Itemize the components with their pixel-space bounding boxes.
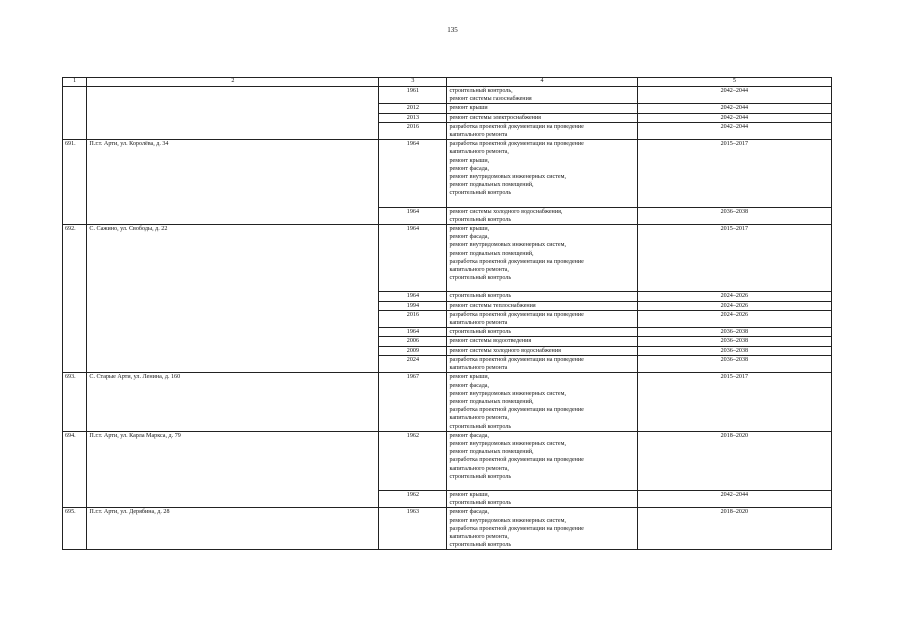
period-cell: 2042–2044 — [637, 490, 831, 507]
column-number: 1 — [63, 78, 87, 87]
works-cell: строительный контроль, ремонт системы газоснабжения — [447, 87, 637, 104]
period-cell: 2018–2020 — [637, 508, 831, 550]
works-cell: разработка проектной документации на проведение капитального ремонта, ремонт крыши, ремонт фасада, ремонт внутридомовых инженерных систем, ремонт подвальных помещений, строительный контроль — [447, 140, 637, 207]
row-number-cell — [63, 301, 87, 310]
address-cell: С. Сажино, ул. Свободы, д. 22 — [87, 225, 379, 292]
works-cell: ремонт системы электроснабжения — [447, 113, 637, 122]
period-cell: 2018–2020 — [637, 431, 831, 490]
year-cell: 2013 — [379, 113, 447, 122]
address-cell — [87, 310, 379, 327]
period-cell: 2036–2038 — [637, 346, 831, 355]
address-cell — [87, 292, 379, 301]
row-number-cell: 691. — [63, 140, 87, 207]
row-number-cell — [63, 87, 87, 104]
table-row — [63, 355, 832, 372]
year-cell: 1963 — [379, 508, 447, 550]
table-row — [63, 225, 832, 292]
table-row — [63, 122, 832, 139]
period-cell: 2036–2038 — [637, 207, 831, 224]
address-cell — [87, 104, 379, 113]
works-cell: ремонт системы водоотведения — [447, 337, 637, 346]
works-cell: ремонт крыши — [447, 104, 637, 113]
works-cell: разработка проектной документации на проведение капитального ремонта — [447, 122, 637, 139]
address-cell: П.г.т. Арти, ул. Дерябина, д. 28 — [87, 508, 379, 550]
row-number-cell — [63, 104, 87, 113]
capital-repair-table — [62, 77, 832, 550]
year-cell: 2024 — [379, 355, 447, 372]
period-cell: 2036–2038 — [637, 328, 831, 337]
row-number-cell — [63, 207, 87, 224]
period-cell: 2024–2026 — [637, 301, 831, 310]
year-cell: 1961 — [379, 87, 447, 104]
table-row — [63, 113, 832, 122]
period-cell: 2042–2044 — [637, 122, 831, 139]
year-cell: 1962 — [379, 490, 447, 507]
table-row — [63, 431, 832, 490]
year-cell: 2012 — [379, 104, 447, 113]
column-number: 3 — [379, 78, 447, 87]
year-cell: 2006 — [379, 337, 447, 346]
row-number-cell — [63, 490, 87, 507]
address-cell — [87, 87, 379, 104]
period-cell: 2015–2017 — [637, 140, 831, 207]
works-cell: строительный контроль — [447, 328, 637, 337]
address-cell — [87, 337, 379, 346]
table-row — [63, 301, 832, 310]
table-row — [63, 310, 832, 327]
works-cell: ремонт крыши, ремонт фасада, ремонт внутридомовых инженерных систем, ремонт подвальных помещений, разработка проектной документации на проведение капитального ремонта, строительный контроль — [447, 225, 637, 292]
year-cell: 1964 — [379, 207, 447, 224]
period-cell: 2036–2038 — [637, 337, 831, 346]
row-number-cell — [63, 346, 87, 355]
row-number-cell — [63, 328, 87, 337]
table-row — [63, 373, 832, 431]
table-row — [63, 140, 832, 207]
table-row — [63, 490, 832, 507]
column-number: 4 — [447, 78, 637, 87]
table-row — [63, 328, 832, 337]
works-cell: разработка проектной документации на проведение капитального ремонта — [447, 355, 637, 372]
address-cell — [87, 328, 379, 337]
period-cell: 2015–2017 — [637, 225, 831, 292]
row-number-cell: 694. — [63, 431, 87, 490]
works-cell: ремонт фасада, ремонт внутридомовых инженерных систем, ремонт подвальных помещений, разработка проектной документации на проведение капитального ремонта, строительный контроль — [447, 431, 637, 490]
column-number: 2 — [87, 78, 379, 87]
year-cell: 1967 — [379, 373, 447, 431]
table-row — [63, 104, 832, 113]
table-row — [63, 508, 832, 550]
row-number-cell — [63, 310, 87, 327]
address-cell — [87, 490, 379, 507]
year-cell: 1962 — [379, 431, 447, 490]
address-cell: С. Старые Арти, ул. Ленина, д. 160 — [87, 373, 379, 431]
year-cell: 1994 — [379, 301, 447, 310]
works-cell: разработка проектной документации на проведение капитального ремонта — [447, 310, 637, 327]
row-number-cell: 693. — [63, 373, 87, 431]
row-number-cell — [63, 337, 87, 346]
works-cell: ремонт системы теплоснабжения — [447, 301, 637, 310]
column-number-row — [63, 78, 832, 87]
address-cell — [87, 346, 379, 355]
year-cell: 1964 — [379, 292, 447, 301]
year-cell: 1964 — [379, 225, 447, 292]
table-row — [63, 87, 832, 104]
works-cell: строительный контроль — [447, 292, 637, 301]
works-cell: ремонт системы холодного водоснабжения, строительный контроль — [447, 207, 637, 224]
row-number-cell: 692. — [63, 225, 87, 292]
period-cell: 2042–2044 — [637, 104, 831, 113]
period-cell: 2042–2044 — [637, 113, 831, 122]
period-cell: 2042–2044 — [637, 87, 831, 104]
address-cell — [87, 301, 379, 310]
period-cell: 2024–2026 — [637, 310, 831, 327]
works-cell: ремонт фасада, ремонт внутридомовых инженерных систем, разработка проектной документации на проведение капитального ремонта, строительный контроль — [447, 508, 637, 550]
works-cell: ремонт системы холодного водоснабжения — [447, 346, 637, 355]
row-number-cell — [63, 122, 87, 139]
period-cell: 2036–2038 — [637, 355, 831, 372]
works-cell: ремонт крыши, ремонт фасада, ремонт внутридомовых инженерных систем, ремонт подвальных помещений, разработка проектной документации на проведение капитального ремонта, строительный контроль — [447, 373, 637, 431]
address-cell: П.г.т. Арти, ул. Королёва, д. 34 — [87, 140, 379, 207]
year-cell: 2016 — [379, 310, 447, 327]
address-cell — [87, 355, 379, 372]
address-cell — [87, 113, 379, 122]
table-row — [63, 207, 832, 224]
page-number: 135 — [447, 26, 458, 34]
row-number-cell — [63, 355, 87, 372]
row-number-cell — [63, 113, 87, 122]
address-cell — [87, 207, 379, 224]
row-number-cell — [63, 292, 87, 301]
address-cell — [87, 122, 379, 139]
year-cell: 2009 — [379, 346, 447, 355]
period-cell: 2024–2026 — [637, 292, 831, 301]
row-number-cell: 695. — [63, 508, 87, 550]
year-cell: 1964 — [379, 140, 447, 207]
column-number: 5 — [637, 78, 831, 87]
table-row — [63, 337, 832, 346]
address-cell: П.г.т. Арти, ул. Карла Маркса, д. 79 — [87, 431, 379, 490]
period-cell: 2015–2017 — [637, 373, 831, 431]
table-row — [63, 346, 832, 355]
table-row — [63, 292, 832, 301]
works-cell: ремонт крыши, строительный контроль — [447, 490, 637, 507]
year-cell: 2016 — [379, 122, 447, 139]
year-cell: 1964 — [379, 328, 447, 337]
